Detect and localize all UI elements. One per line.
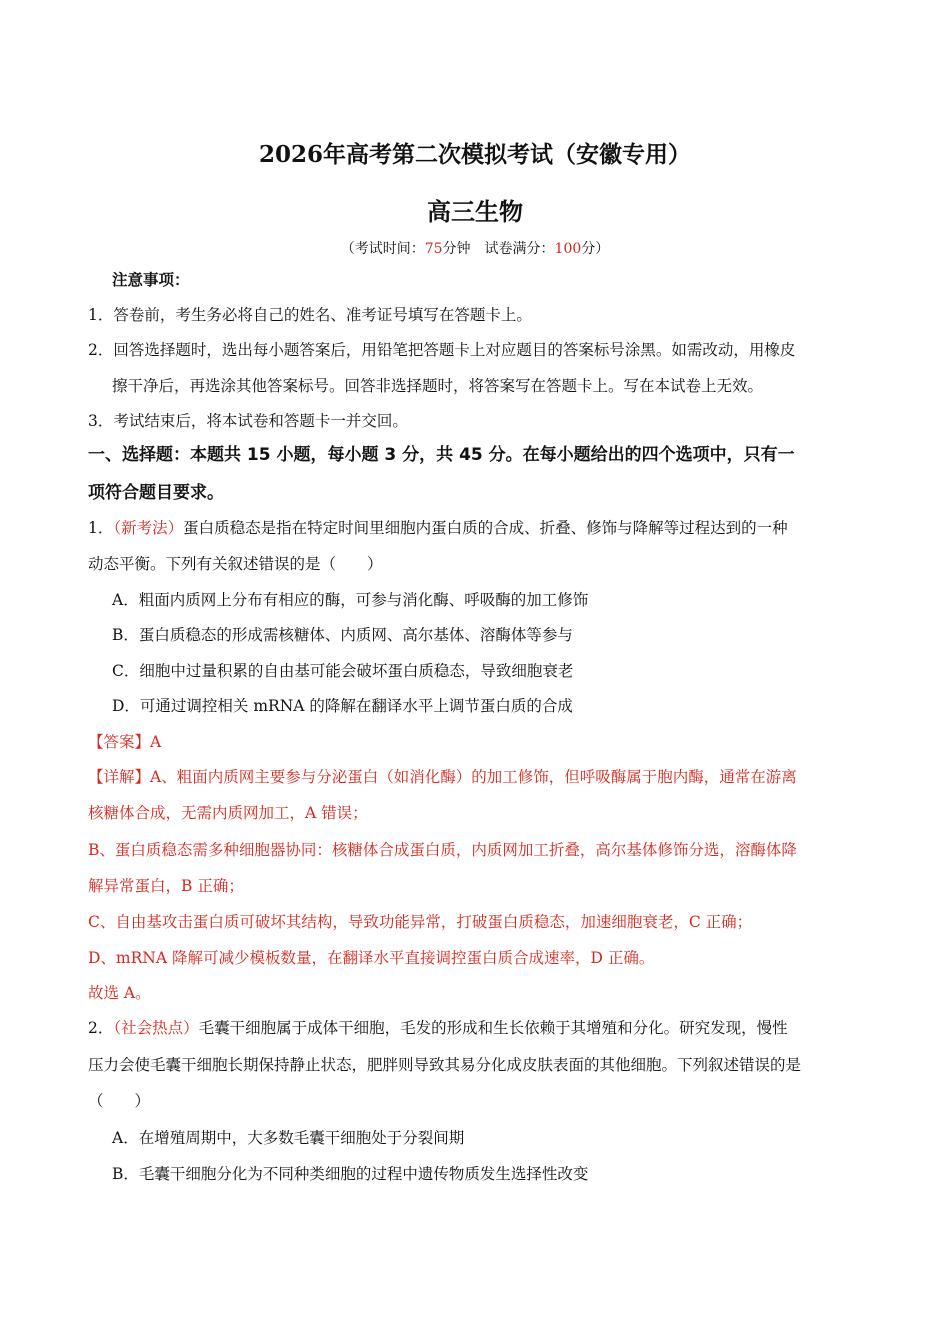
- q1-detail-line6: D、mRNA 降解可减少模板数量，在翻译水平直接调控蛋白质合成速率，D 正确。: [88, 949, 655, 967]
- subject-title: 高三生物: [427, 197, 523, 226]
- q2-tag: （社会热点）: [113, 1019, 199, 1037]
- q1-option-d: D．可通过调控相关 mRNA 的降解在翻译水平上调节蛋白质的合成: [112, 697, 573, 715]
- q1-stem-text: 蛋白质稳态是指在特定时间里细胞内蛋白质的合成、折叠、修饰与降解等过程达到的一种: [183, 519, 788, 537]
- q1-detail-line4: 解异常蛋白，B 正确；: [88, 877, 244, 895]
- q1-detail-line2: 核糖体合成，无需内质网加工，A 错误；: [88, 804, 368, 822]
- q2-number: 2．: [88, 1019, 114, 1037]
- q1-stem-line1: [88, 518, 788, 538]
- notice-item-3: 3．考试结束后，将本试卷和答题卡一并交回。: [88, 412, 408, 430]
- q2-stem-line3: （ ）: [88, 1092, 151, 1110]
- q1-option-a: A．粗面内质网上分布有相应的酶，可参与消化酶、呼吸酶的加工修饰: [112, 591, 589, 609]
- notice-item-2-cont: 擦干净后，再选涂其他答案标号。回答非选择题时，将答案写在答题卡上。写在本试卷上无效。: [112, 377, 764, 395]
- q1-stem-line2: 动态平衡。下列有关叙述错误的是（ ）: [88, 555, 383, 573]
- exam-title: 2026年高考第二次模拟考试（安徽专用）: [258, 141, 691, 168]
- notice-item-1: 1．答卷前，考生务必将自己的姓名、准考证号填写在答题卡上。: [88, 306, 532, 324]
- q2-stem-line1: [88, 1018, 788, 1038]
- info-suffix: 分）: [581, 241, 610, 257]
- q1-number: 1．: [88, 519, 114, 537]
- q1-detail-line1: 【详解】A、粗面内质网主要参与分泌蛋白（如消化酶）的加工修饰，但呼吸酶属于胞内酶，通常在游离: [88, 768, 797, 786]
- q1-tag: （新考法）: [113, 519, 184, 537]
- q1-detail-line7: 故选 A。: [88, 984, 151, 1002]
- q1-option-b: B．蛋白质稳态的形成需核糖体、内质网、高尔基体、溶酶体等参与: [112, 626, 573, 644]
- q2-option-b: B．毛囊干细胞分化为不同种类细胞的过程中遗传物质发生选择性改变: [112, 1165, 589, 1183]
- q2-stem-text: 毛囊干细胞属于成体干细胞，毛发的形成和生长依赖于其增殖和分化。研究发现，慢性: [198, 1019, 788, 1037]
- q2-stem-line2: 压力会使毛囊干细胞长期保持静止状态，肥胖则导致其易分化成皮肤表面的其他细胞。下列叙述错误的是: [88, 1056, 802, 1074]
- section-heading-line1: 一、选择题：本题共 15 小题，每小题 3 分，共 45 分。在每小题给出的四个选项中，只有一: [88, 445, 795, 465]
- info-prefix: （考试时间：: [340, 241, 425, 257]
- q1-option-c: C．细胞中过量积累的自由基可能会破坏蛋白质稳态，导致细胞衰老: [112, 662, 574, 680]
- notice-heading: 注意事项：: [112, 270, 190, 289]
- info-mid: 分钟 试卷满分：: [442, 241, 555, 257]
- section-heading-line2: 项符合题目要求。: [88, 483, 224, 503]
- exam-info: [0, 238, 950, 258]
- q1-detail-line3: B、蛋白质稳态需多种细胞器协同：核糖体合成蛋白质，内质网加工折叠，高尔基体修饰分选，溶酶体降: [88, 841, 797, 859]
- notice-item-2: 2．回答选择题时，选出每小题答案后，用铅笔把答题卡上对应题目的答案标号涂黑。如需改动，用橡皮: [88, 341, 796, 359]
- q2-option-a: A．在增殖周期中，大多数毛囊干细胞处于分裂间期: [112, 1129, 465, 1147]
- q1-detail-line5: C、自由基攻击蛋白质可破坏其结构，导致功能异常，打破蛋白质稳态，加速细胞衰老，C 正确；: [88, 913, 753, 931]
- q1-answer: 【答案】A: [88, 733, 162, 751]
- time-value: 75: [424, 241, 443, 257]
- score-value: 100: [554, 241, 582, 257]
